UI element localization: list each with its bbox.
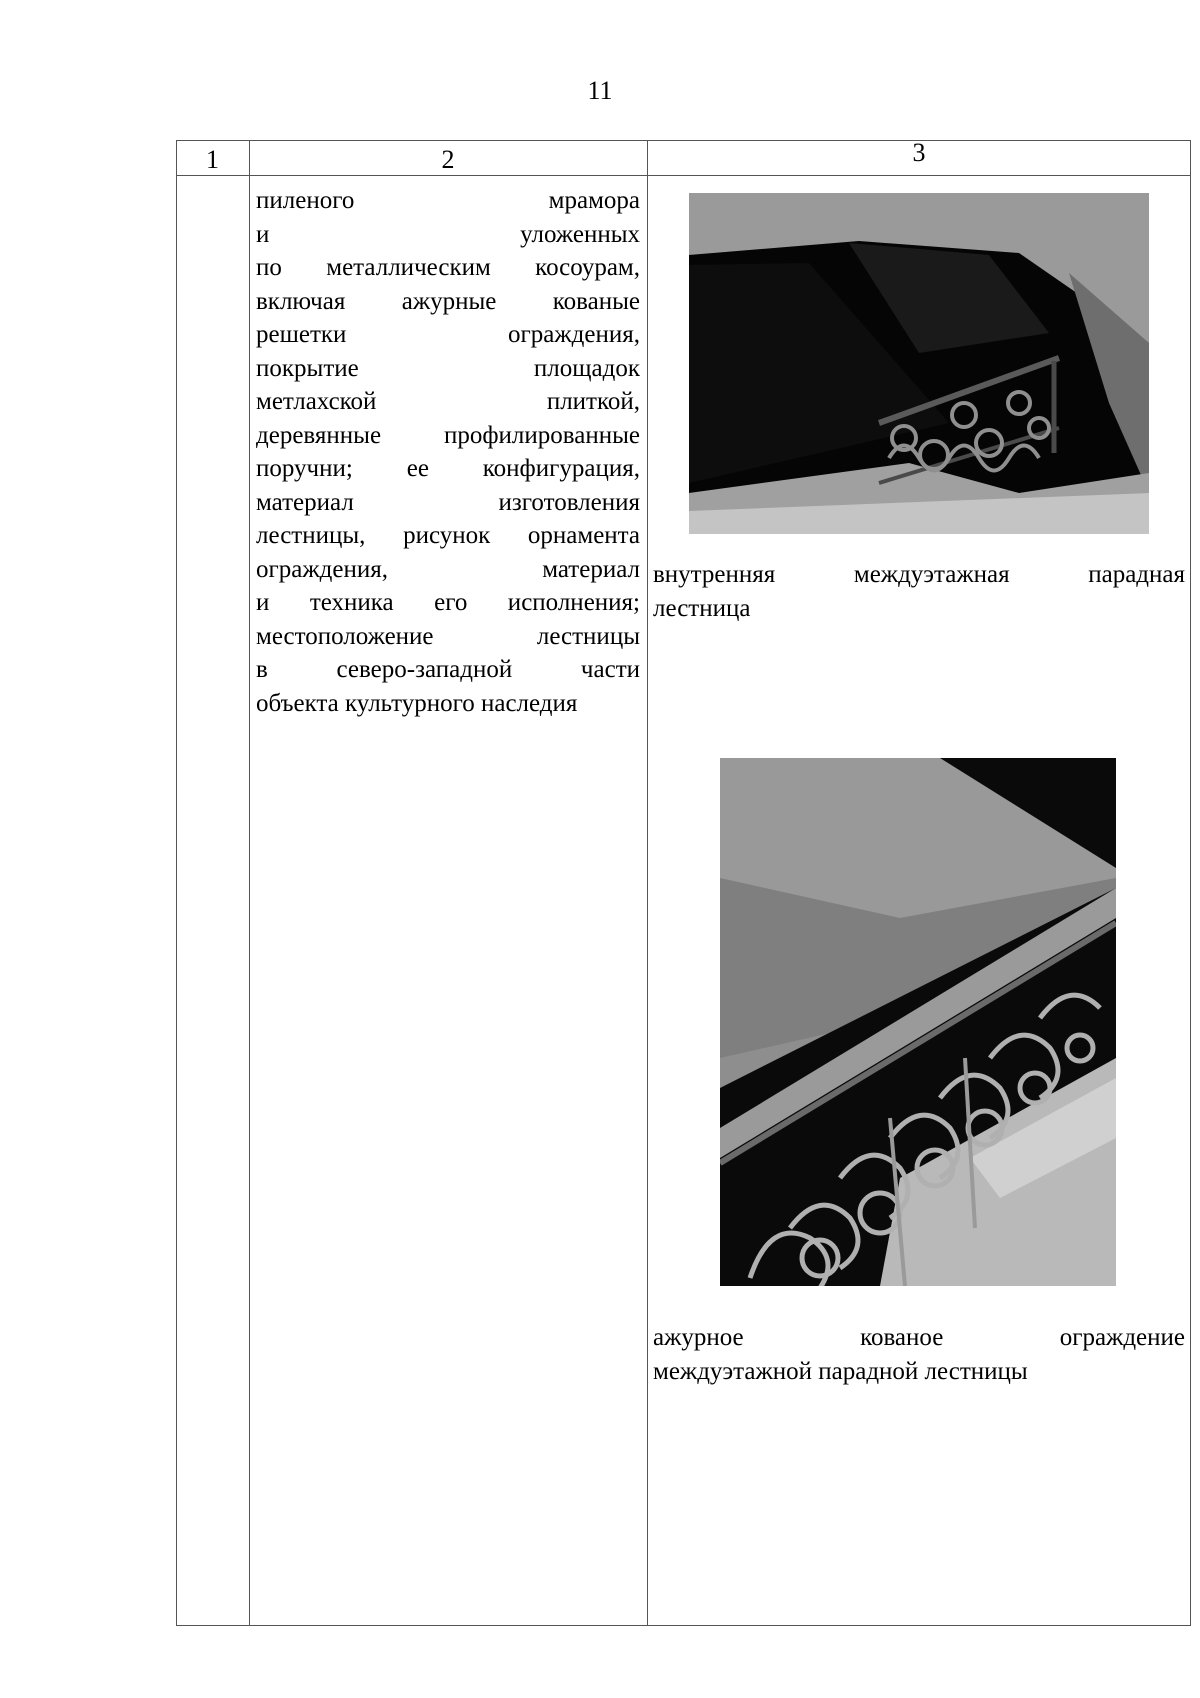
photo-caption [653, 558, 1185, 625]
description-line: и уложенных [256, 220, 640, 248]
caption-line: междуэтажной парадной лестницы [653, 1357, 1028, 1385]
column-header-2: 2 [441, 145, 455, 174]
caption-line: внутренняя междуэтажная парадная [653, 561, 1185, 588]
description-line: ограждения, материал [256, 555, 640, 583]
description-line: и техника его исполнения; [256, 589, 640, 616]
column-divider-2 [647, 140, 648, 1626]
caption-line: лестница [653, 594, 751, 622]
description-line: включая ажурные кованые [256, 287, 640, 315]
photo-caption [653, 1321, 1185, 1388]
description-line: деревянные профилированные [256, 421, 640, 449]
description-line: в северо-западной части [256, 656, 640, 683]
description-line: покрытие площадок [256, 354, 640, 382]
description-line: материал изготовления [256, 488, 640, 516]
staircase-photo [689, 193, 1149, 534]
description-line: пиленого мрамора [256, 187, 640, 214]
column-header-3: 3 [912, 138, 926, 167]
description-line: объекта культурного наследия [256, 689, 578, 717]
object-description [256, 184, 640, 720]
railing-photo [720, 758, 1116, 1286]
description-line: метлахской плиткой, [256, 388, 640, 415]
column-header-1: 1 [206, 145, 219, 174]
description-line: по металлическим косоурам, [256, 254, 640, 281]
column-divider-1 [249, 140, 250, 1626]
description-line: решетки ограждения, [256, 321, 640, 348]
description-line: поручни; ее конфигурация, [256, 455, 640, 482]
page-number: 11 [587, 76, 613, 105]
caption-line: ажурное кованое ограждение [653, 1324, 1185, 1351]
description-line: местоположение лестницы [256, 622, 640, 650]
description-line: лестницы, рисунок орнамента [256, 522, 640, 549]
